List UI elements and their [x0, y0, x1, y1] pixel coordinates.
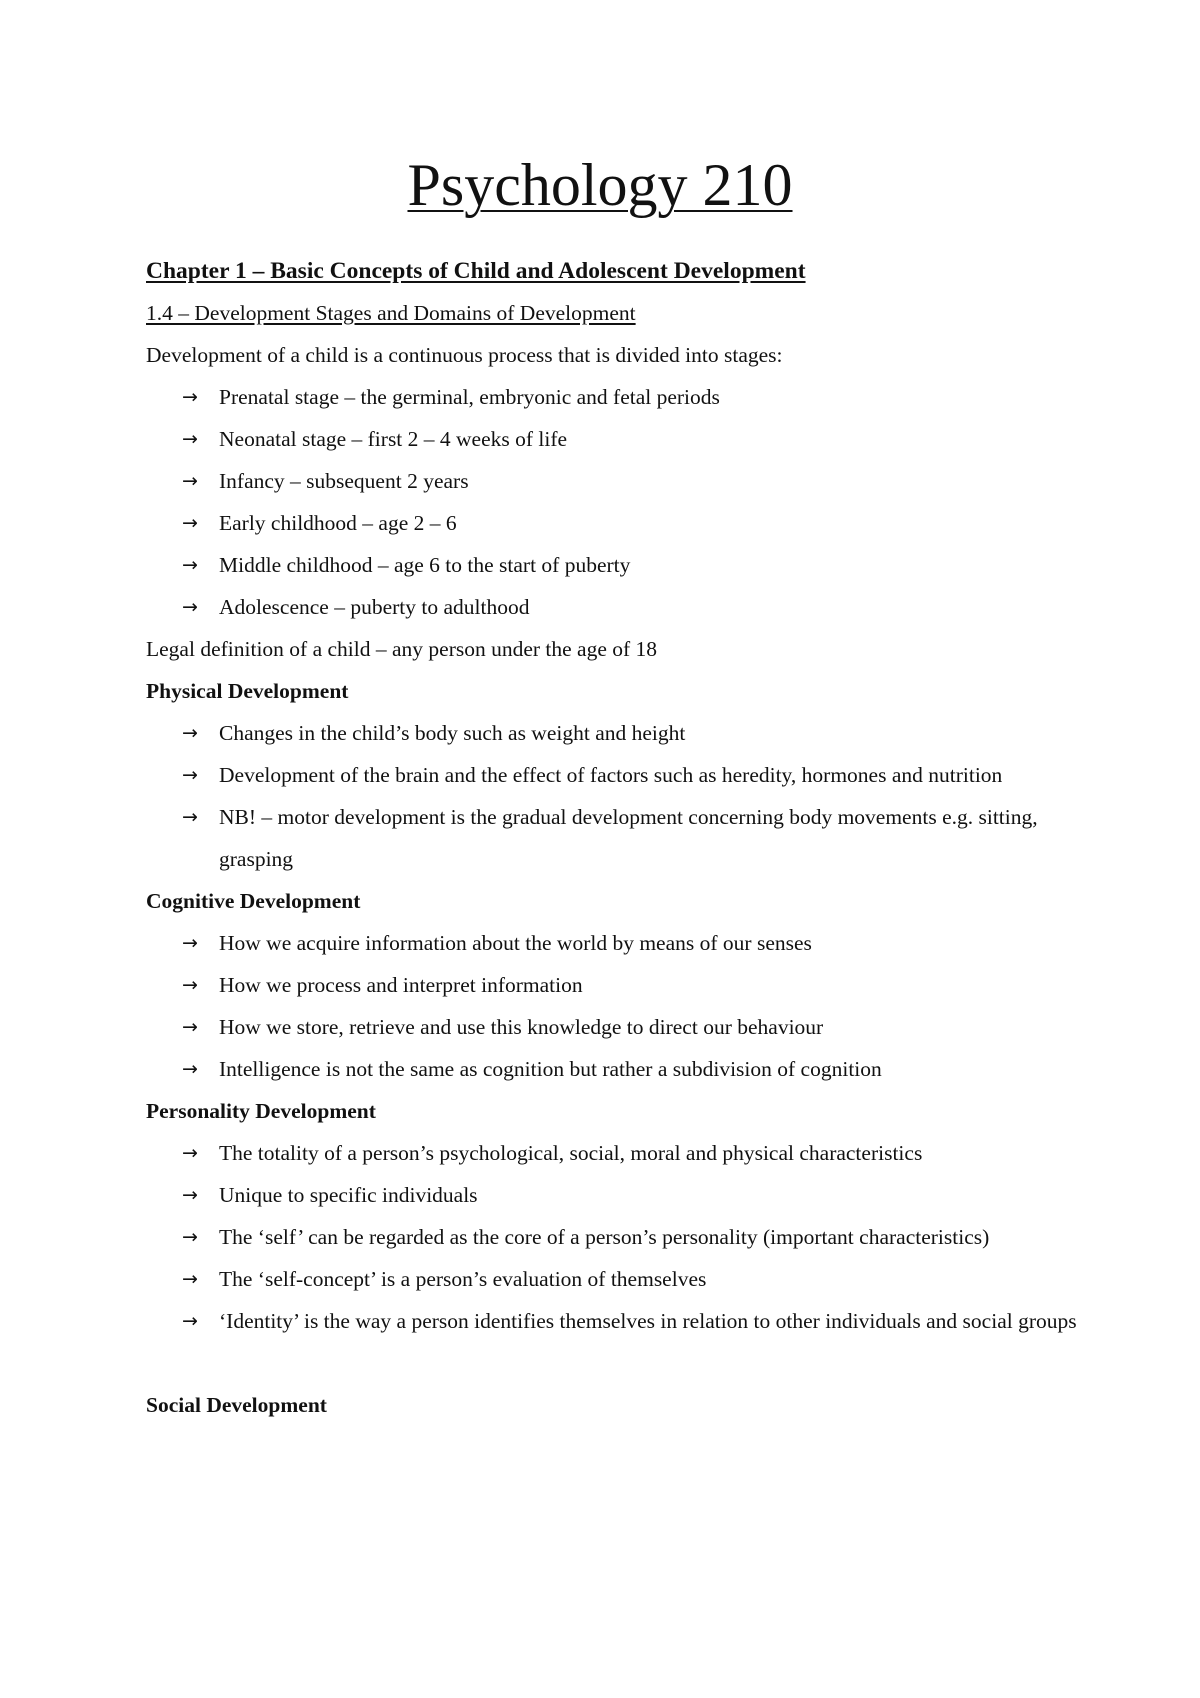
- list-item: [146, 586, 1106, 628]
- social-development-heading: Social Development: [146, 1393, 327, 1417]
- intro-paragraph: Development of a child is a continuous process that is divided into stages:: [146, 343, 783, 367]
- list-item-text: Adolescence – puberty to adulthood: [219, 595, 530, 619]
- list-item: [146, 712, 1106, 754]
- arrow-right-icon: →: [182, 722, 198, 744]
- subsection-heading: 1.4 – Development Stages and Domains of Development: [146, 301, 636, 325]
- arrow-right-icon: →: [182, 1142, 198, 1164]
- cognitive-development-list: [146, 922, 1106, 1090]
- physical-development-heading: Physical Development: [146, 679, 349, 703]
- document-title: Psychology 210: [407, 152, 793, 218]
- list-item: [146, 1174, 1106, 1216]
- personality-development-list: [146, 1132, 1106, 1342]
- physical-development-list: [146, 712, 1106, 880]
- list-item-text: Early childhood – age 2 – 6: [219, 511, 457, 535]
- list-item-text: Middle childhood – age 6 to the start of puberty: [219, 553, 631, 577]
- personality-development-heading: Personality Development: [146, 1099, 376, 1123]
- list-item: [146, 1216, 1106, 1258]
- list-item: [146, 544, 1106, 586]
- list-item-text: The ‘self-concept’ is a person’s evaluation of themselves: [219, 1267, 707, 1291]
- arrow-right-icon: →: [182, 764, 198, 786]
- list-item: [146, 418, 1106, 460]
- list-item-text: How we store, retrieve and use this knowledge to direct our behaviour: [219, 1015, 824, 1039]
- legal-definition: Legal definition of a child – any person under the age of 18: [146, 637, 658, 661]
- arrow-right-icon: →: [182, 1058, 198, 1080]
- chapter-heading: Chapter 1 – Basic Concepts of Child and Adolescent Development: [146, 258, 806, 284]
- arrow-right-icon: →: [182, 1016, 198, 1038]
- list-item: [146, 460, 1106, 502]
- arrow-right-icon: →: [182, 386, 198, 408]
- list-item: [146, 1132, 1106, 1174]
- arrow-right-icon: →: [182, 596, 198, 618]
- list-item: [146, 964, 1106, 1006]
- stages-list: [146, 376, 1106, 628]
- list-item-text: The totality of a person’s psychological, social, moral and physical characteristics: [219, 1141, 923, 1165]
- list-item: [146, 922, 1106, 964]
- arrow-right-icon: →: [182, 470, 198, 492]
- blank-line: [146, 1342, 1106, 1384]
- arrow-right-icon: →: [182, 974, 198, 996]
- arrow-right-icon: →: [182, 1226, 198, 1248]
- list-item-text: How we acquire information about the world by means of our senses: [219, 931, 812, 955]
- arrow-right-icon: →: [182, 1310, 198, 1332]
- arrow-right-icon: →: [182, 1268, 198, 1290]
- list-item-text: Neonatal stage – first 2 – 4 weeks of life: [219, 427, 568, 451]
- list-item-text: Changes in the child’s body such as weight and height: [219, 721, 686, 745]
- list-item-text: Infancy – subsequent 2 years: [219, 469, 469, 493]
- list-item: [146, 502, 1106, 544]
- list-item-text: Unique to specific individuals: [219, 1183, 478, 1207]
- arrow-right-icon: →: [182, 554, 198, 576]
- arrow-right-icon: →: [182, 1184, 198, 1206]
- arrow-right-icon: →: [182, 428, 198, 450]
- list-item: [146, 796, 1106, 880]
- list-item-text: The ‘self’ can be regarded as the core of a person’s personality (important characteristics): [219, 1225, 990, 1249]
- arrow-right-icon: →: [182, 512, 198, 534]
- list-item-text: Development of the brain and the effect of factors such as heredity, hormones and nutrition: [219, 763, 1003, 787]
- arrow-right-icon: →: [182, 932, 198, 954]
- document-body: [146, 250, 1106, 1426]
- arrow-right-icon: →: [182, 806, 198, 828]
- list-item-text: How we process and interpret information: [219, 973, 583, 997]
- list-item-text: Intelligence is not the same as cognition but rather a subdivision of cognition: [219, 1057, 882, 1081]
- list-item-text: ‘Identity’ is the way a person identifies themselves in relation to other individuals and social groups: [219, 1309, 1077, 1333]
- list-item-text: NB! – motor development is the gradual development concerning body movements e.g. sitting, grasping: [219, 805, 1038, 871]
- list-item: [146, 1258, 1106, 1300]
- list-item: [146, 1048, 1106, 1090]
- list-item: [146, 754, 1106, 796]
- list-item-text: Prenatal stage – the germinal, embryonic and fetal periods: [219, 385, 720, 409]
- cognitive-development-heading: Cognitive Development: [146, 889, 361, 913]
- list-item: [146, 1006, 1106, 1048]
- list-item: [146, 376, 1106, 418]
- list-item: [146, 1300, 1106, 1342]
